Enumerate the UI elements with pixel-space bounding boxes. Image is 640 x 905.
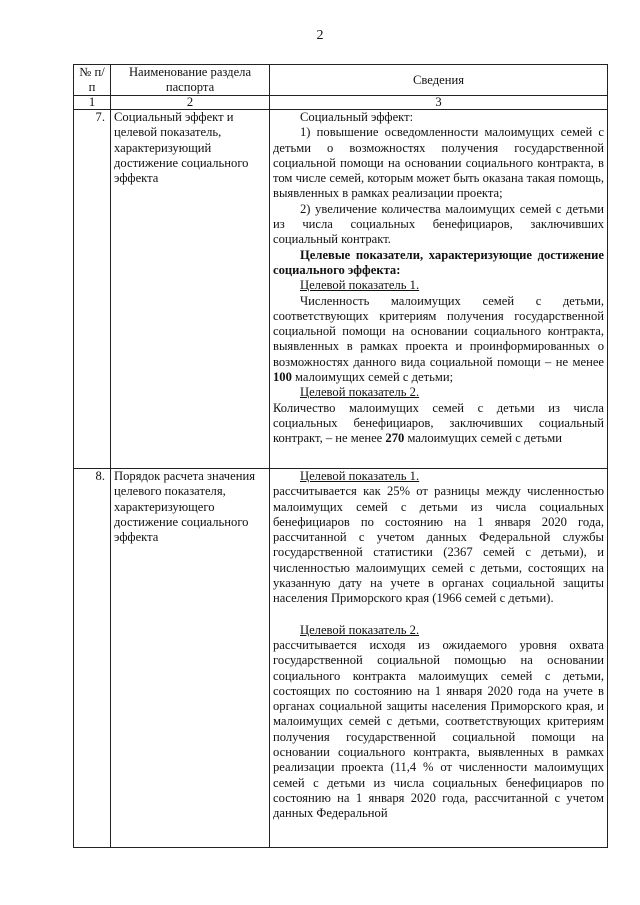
calc-indicator-1-title: Целевой показатель 1.	[300, 469, 420, 483]
target-indicator-1-wrap	[273, 278, 604, 293]
table-row-7	[74, 110, 608, 469]
social-effect-heading: Социальный эффект:	[300, 110, 414, 124]
index-row	[74, 96, 608, 110]
section-name: Порядок расчета значения целевого показателя, характеризующего достижение социального эффекта	[111, 469, 270, 848]
calc-indicator-2-wrap	[273, 623, 604, 638]
row-number: 7.	[74, 110, 111, 469]
target-indicator-1-text	[273, 294, 604, 386]
calc-indicator-2-text: рассчитывается исходя из ожидаемого уровня охвата государственной социальной помощью на основании социального контракта малоимущих семей с детьми, состоящих по состоянию на 1 января 2020 года на учете в органах социальной защиты населения Приморского края, и малоимущих семей с детьми, соответствующих критериям получения государственной социальной помощи на основании социального контракта, выявленных в рамках реализации проекта (11,4 % от численности малоимущих семей с детьми из числа социальных бенефициаров по состоянию на 1 января 2020 года, рассчитанной с учетом данных Федеральной	[273, 637, 604, 821]
calc-indicator-1-text: рассчитывается как 25% от разницы между численностью малоимущих семей с детьми из числа социальных бенефициаров по состоянию на 1 января 2020 года, рассчитанной с учетом данных Федеральной службы государственной статистики (2367 семей с детьми), и численностью малоимущих семей с детьми, состоящих на указанную дату на учете в органах социальной защиты населения Приморского края (1966 семей с детьми).	[273, 484, 604, 606]
section-info	[270, 469, 608, 848]
header-num: № п/п	[74, 65, 111, 96]
text-part: Количество малоимущих семей с детьми из числа социальных бенефициаров, заключивших социальный контракт, – не менее	[273, 400, 604, 446]
index-cell-2: 2	[111, 96, 270, 110]
index-cell-3: 3	[270, 96, 608, 110]
text-part: Численность малоимущих семей с детьми, соответствующих критериям получения государственной социальной помощи на основании социального контракта, выявленных в рамках проекта и проинформированных о возможностях данного вида социальной помощи – не менее	[273, 293, 604, 369]
header-info: Сведения	[270, 65, 608, 96]
social-effect-item-1: 1) повышение осведомленности малоимущих семей с детьми о возможностях получения государственной социальной помощи на основании социального контракта, в том числе семей, которым может быть оказана такая помощь, выявленных в рамках реализации проекта;	[273, 125, 604, 201]
target-indicator-2-wrap	[273, 385, 604, 400]
target-indicator-2-title: Целевой показатель 2.	[300, 385, 420, 400]
target-indicator-1-title: Целевой показатель 1.	[300, 278, 420, 293]
page-number: 2	[316, 28, 324, 43]
social-effect-item-2: 2) увеличение количества малоимущих семей с детьми из числа социальных бенефициаров, заключивших социальный контракт.	[273, 201, 604, 247]
calc-indicator-1-wrap	[273, 469, 604, 484]
section-info	[270, 110, 608, 469]
value: 100	[273, 370, 292, 385]
text-part: малоимущих семей с детьми;	[291, 370, 454, 385]
passport-table	[73, 64, 608, 848]
text-part: малоимущих семей с детьми	[404, 431, 562, 446]
target-indicator-2-text	[273, 401, 604, 447]
header-section: Наименование раздела паспорта	[111, 65, 270, 96]
index-cell-1: 1	[74, 96, 111, 110]
section-name: Социальный эффект и целевой показатель, характеризующий достижение социального эффекта	[111, 110, 270, 469]
row-number: 8.	[74, 469, 111, 848]
spacer	[273, 607, 604, 623]
calc-indicator-2-title: Целевой показатель 2.	[300, 622, 420, 637]
target-indicators-heading: Целевые показатели, характеризующие достижение социального эффекта:	[273, 247, 604, 277]
table-row-8	[74, 469, 608, 848]
value: 270	[385, 431, 405, 446]
header-row	[74, 65, 608, 96]
